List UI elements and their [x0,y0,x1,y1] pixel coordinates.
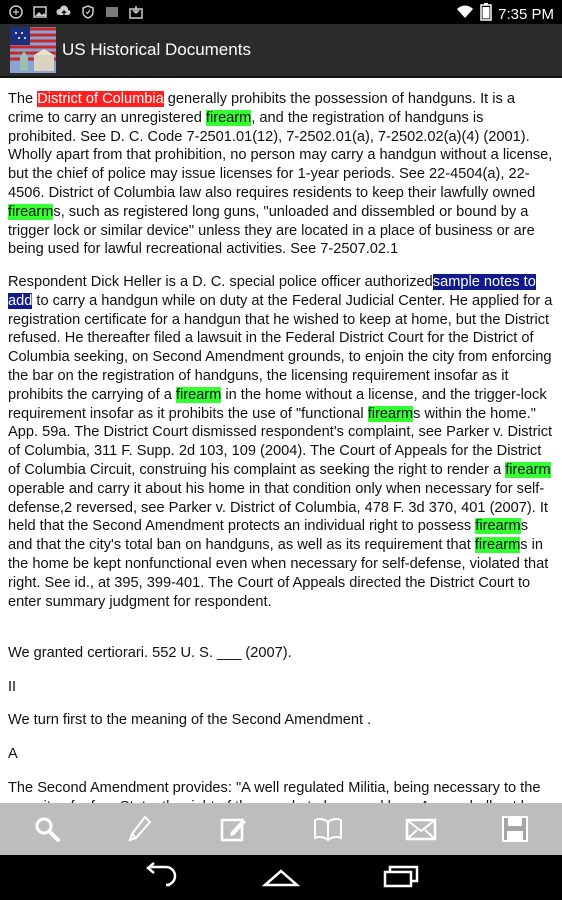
home-icon[interactable] [261,863,301,893]
mail-icon[interactable] [401,809,441,849]
clock: 7:35 PM [498,5,554,23]
highlight-firearm[interactable]: firearm [474,537,521,554]
battery-icon [480,3,492,25]
highlight-firearm[interactable]: firearm [367,405,414,422]
book-icon[interactable] [308,809,348,849]
subsection-heading-a: A [8,746,18,762]
highlight-firearm[interactable]: firearm [475,518,521,535]
back-icon[interactable] [140,863,180,893]
highlight-firearm[interactable]: firearm [205,109,252,126]
paragraph-2: Respondent Dick Heller is a D. C. special police officer authorizedsample notes to add to carry a handgun while on duty at the Federal Judicial Center. He applied for a registration certificate for a handgun that he wished to keep at home, but the District refused. He thereafter filed a lawsuit in the Federal District Court for the District of Columbia seeking, on Second Amendment grounds, to enjoin the city from enforcing the bar on the registration of handguns, the licensing requirement insofar as it prohibits the carrying of a firearm in the home without a license, and the trigger-lock requirement insofar as it prohibits the use of "functional firearms within the home." App. 59a. The District Court dismissed respondent's complaint, see Parker v. District of Columbia, 311 F. Supp. 2d 103, 109 (2004). The Court of Appeals for the District of Columbia Circuit, construing his complaint as seeking the right to render a firearm operable and carry it about his home in that condition only when necessary for self-defense,2 reversed, see Parker v. District of Columbia, 478 F. 3d 370, 401 (2007). It held that the Second Amendment protects an individual right to possess firearms and that the city's total ban on handguns, as well as its requirement that firearms in the home be kept nonfunctional even when necessary for self-defense, violated that right. See id., at 395, 399-401. The Court of Appeals directed the District Court to enter summary judgment for respondent. [8,274,553,610]
highlight-red[interactable]: District of Columbia [37,91,164,107]
highlight-firearm[interactable]: firearm [175,386,222,403]
section-heading-ii: II [8,679,17,695]
android-icon [8,4,24,20]
paragraph-3: We granted certiorari. 552 U. S. ___ (2007). [8,645,292,661]
status-bar [0,0,562,24]
navigation-bar [0,855,562,900]
search-icon[interactable] [27,809,67,849]
bottom-toolbar [0,803,562,855]
edit-note-icon[interactable] [214,809,254,849]
pencil-icon[interactable] [120,809,160,849]
shield-icon [80,4,96,20]
app-bar [0,24,562,78]
download-icon [128,4,144,20]
notification-icons [8,4,144,20]
paragraph-1: The District of Columbia generally prohibits the possession of handguns. It is a crime to carry an unregistered firearm, and the registration of handguns is prohibited. See D. C. Code 7-2501.01(12), 7-2502.01(a), 7-2502.02(a)(4) (2001). Wholly apart from that prohibition, no person may carry a handgun without a license, but the chief of police may issue licenses for 1-year periods. See 22-4504(a), 22-4506. District of Columbia law also requires residents to keep their lawfully owned firearms, such as registered long guns, "unloaded and dissembled or bound by a trigger lock or similar device" unless they are located in a place of business or are being used for lawful recreational activities. See 7-2507.02.1 [8,91,553,258]
barcode-icon [104,4,120,20]
cloud-upload-icon [56,4,72,20]
highlight-firearm[interactable]: firearm [8,203,54,220]
note-highlight[interactable]: sample notes to add [8,274,536,309]
recent-apps-icon[interactable] [381,863,421,893]
paragraph-7: The Second Amendment provides: "A well regulated Militia, being necessary to the [8,780,541,796]
image-icon [32,4,48,20]
system-status [456,3,554,25]
us-flag-app-icon[interactable] [10,27,56,73]
document-content[interactable] [0,78,562,803]
highlight-firearm[interactable]: firearm [505,461,551,478]
wifi-icon [456,4,474,24]
app-title: US Historical Documents [62,40,251,59]
paragraph-5: We turn first to the meaning of the Second Amendment . [8,712,372,728]
save-icon[interactable] [495,809,535,849]
